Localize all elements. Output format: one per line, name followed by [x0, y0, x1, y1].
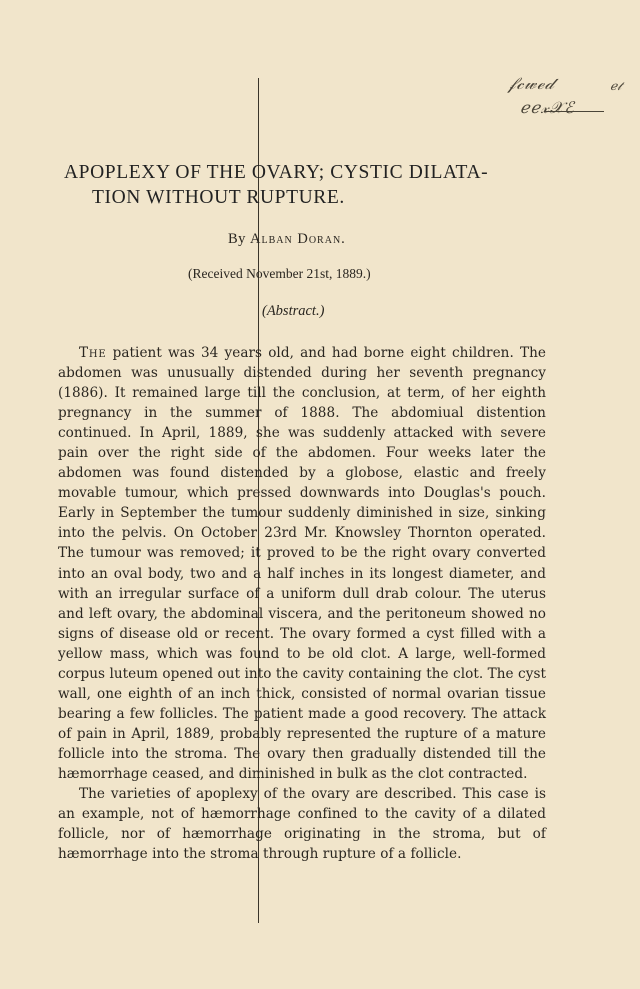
- handwriting-line-3: ℯℯ𝓍𝒳ℰ: [520, 98, 575, 117]
- paragraph-2: The varieties of apoplexy of the ovary are described. This case is an example, not of hæmorrhage confined to the cavity of a dilated follicle, nor of hæmorrhage originating in the stroma, but of hæmorrhage into the stroma through rupture of a follicle.: [58, 786, 546, 863]
- abstract-body: [58, 343, 546, 864]
- author-name: Alban Doran.: [250, 231, 346, 247]
- title-line-1: APOPLEXY OF THE OVARY; CYSTIC DILATA-: [64, 162, 489, 183]
- paragraph-1-text: patient was 34 years old, and had borne eight children. The abdomen was unusually distended during her seventh pregnancy (1886). It remained large till the conclusion, at term, of her eighth pregnancy in the summer of 1888. The abdomiual distention continued. In April, 1889, she was suddenly attacked with severe pain over the right side of the abdomen. Four weeks later the abdomen was found distended by a globose, elastic and freely movable tumour, which pressed downwards into Douglas's pouch. Early in September the tumour suddenly diminished in size, sinking into the pelvis. On October 23rd Mr. Knowsley Thornton operated. The tumour was removed; it proved to be the right ovary converted into an oval body, two and a half inches in its longest diameter, and with an irregular surface of a uniform dull drab colour. The uterus and left ovary, the abdominal viscera, and the peritoneum showed no signs of disease old or recent. The ovary formed a cyst filled with a yellow mass, which was found to be old clot. A large, well-formed corpus luteum opened out into the cavity containing the clot. The cyst wall, one eighth of an inch thick, consisted of normal ovarian tissue bearing a few follicles. The patient made a good recovery. The attack of pain in April, 1889, probably represented the rupture of a mature follicle into the stroma. The ovary then gradually distended till the hæmorrhage ceased, and diminished in bulk as the clot contracted.: [58, 345, 546, 782]
- article-title: [64, 160, 544, 210]
- abstract-heading: (Abstract.): [262, 303, 325, 319]
- paragraph-1: [58, 343, 546, 784]
- paragraph-1-lead: The: [79, 345, 107, 361]
- handwritten-inscription: [498, 74, 628, 124]
- handwriting-underline: [544, 111, 604, 112]
- byline-prefix: By: [228, 231, 246, 247]
- handwriting-line-1: 𝒻𝒸𝓌ℯ𝒹: [508, 74, 555, 94]
- handwriting-line-2: ℯ𝓉: [610, 79, 622, 93]
- title-line-2: TION WITHOUT RUPTURE.: [92, 187, 345, 208]
- byline: [228, 231, 346, 248]
- received-date: (Received November 21st, 1889.): [188, 266, 371, 281]
